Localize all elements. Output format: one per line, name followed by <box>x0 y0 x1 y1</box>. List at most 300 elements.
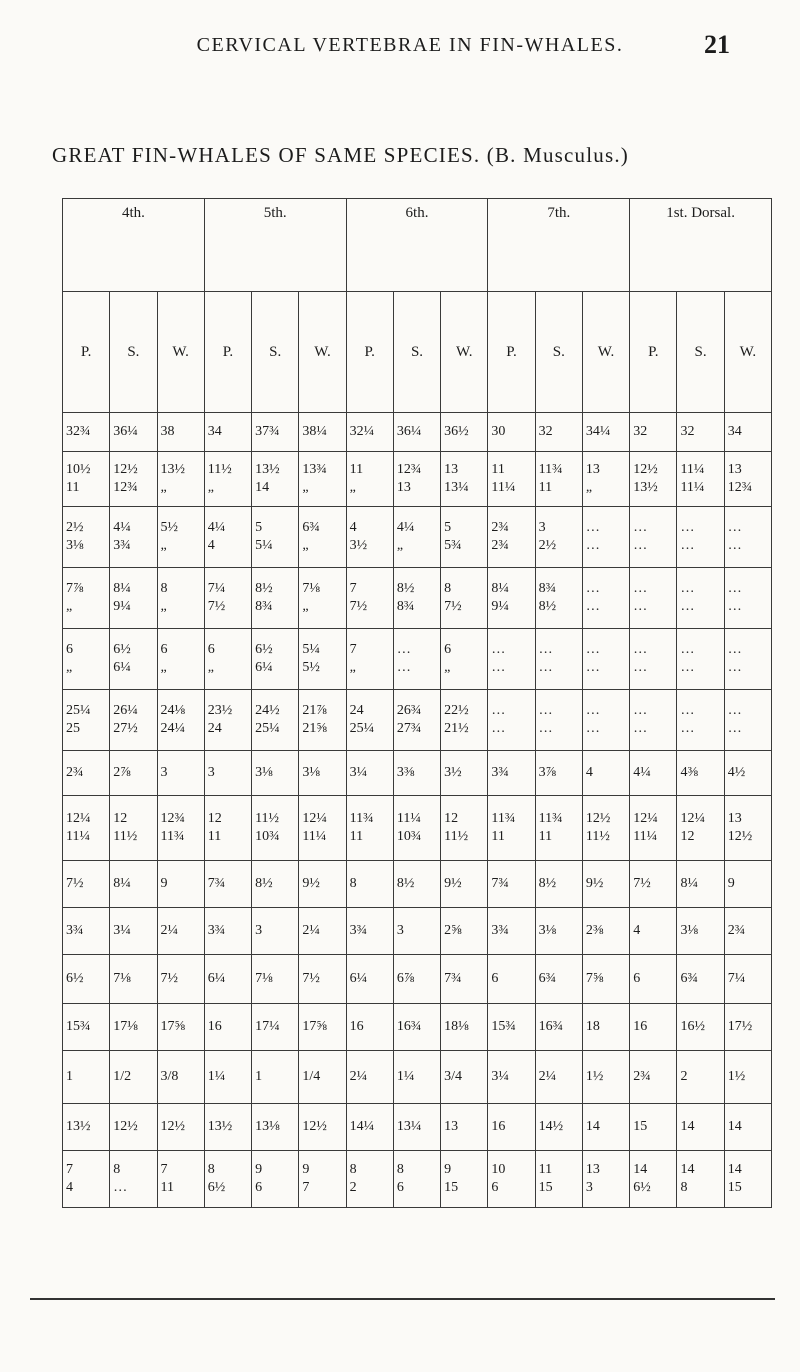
table-cell <box>724 1104 771 1151</box>
cell-value: 6¾ <box>538 971 557 986</box>
cell-value: 4 <box>585 765 593 780</box>
cell-value: 8¾ <box>396 599 415 614</box>
table-cell <box>441 751 488 796</box>
cell-value: 11½ <box>585 829 610 844</box>
cell-value: … <box>113 1180 128 1195</box>
cell-value: 16¾ <box>396 1019 422 1034</box>
cell-value: 3 <box>207 765 215 780</box>
table-cell <box>157 1151 204 1208</box>
cell-value: 11½ <box>207 462 232 477</box>
cell-value: 6 <box>160 642 168 657</box>
cell-value: 9¼ <box>491 599 509 614</box>
table-cell <box>724 1051 771 1104</box>
cell-value: 3¾ <box>491 923 509 938</box>
cell-value: 5¼ <box>302 642 320 657</box>
cell-value: 6 <box>491 1180 499 1195</box>
table-cell <box>204 955 251 1004</box>
cell-value: 12 <box>680 829 695 844</box>
cell-value: 9 <box>444 1162 452 1177</box>
cell-value: 11½ <box>255 811 280 826</box>
cell-value: „ <box>160 538 167 553</box>
table-cell <box>157 796 204 861</box>
table-row <box>63 1004 772 1051</box>
cell-value: 13 <box>727 811 742 826</box>
table-cell <box>441 1104 488 1151</box>
cell-value: 8¾ <box>538 581 557 596</box>
cell-value: 2¾ <box>491 520 509 535</box>
table-cell <box>204 908 251 955</box>
table-cell <box>393 1104 440 1151</box>
cell-value: 32 <box>680 424 695 439</box>
cell-value: 4¼ <box>113 520 131 535</box>
cell-value: 6¾ <box>302 520 320 535</box>
table-cell <box>535 751 582 796</box>
cell-value: 24¼ <box>160 721 186 736</box>
table-cell <box>724 690 771 751</box>
cell-value: „ <box>66 599 73 614</box>
cell-value: 7¾ <box>444 971 462 986</box>
cell-value: 1/4 <box>302 1069 321 1084</box>
table-cell <box>677 796 724 861</box>
table-cell <box>63 452 110 507</box>
cell-value: … <box>538 721 553 736</box>
cell-value: 12½ <box>633 462 658 477</box>
cell-value: 3½ <box>349 538 368 553</box>
table-cell <box>441 861 488 908</box>
cell-value: 2¾ <box>491 538 509 553</box>
table-cell <box>630 861 677 908</box>
cell-value: 10¾ <box>396 829 422 844</box>
subcolumn-header: P. <box>630 292 677 413</box>
table-cell <box>157 629 204 690</box>
table-row <box>63 629 772 690</box>
cell-value: 25¼ <box>66 703 91 718</box>
cell-value: 11¼ <box>491 480 516 495</box>
cell-value: 34 <box>207 424 222 439</box>
cell-value: 7½ <box>160 971 179 986</box>
cell-value: 2⅞ <box>113 765 131 780</box>
cell-value: 3 <box>255 923 263 938</box>
cell-value: 6¼ <box>255 660 273 675</box>
cell-value: … <box>633 660 648 675</box>
table-cell <box>157 507 204 568</box>
table-cell <box>441 568 488 629</box>
cell-value: „ <box>302 599 309 614</box>
cell-value: 14 <box>255 480 270 495</box>
cell-value: 7¼ <box>207 581 226 596</box>
cell-value: … <box>633 721 648 736</box>
cell-value: … <box>538 642 553 657</box>
cell-value: 14 <box>633 1162 648 1177</box>
cell-value: 8¼ <box>491 581 509 596</box>
table-cell <box>110 955 157 1004</box>
cell-value: 8¼ <box>113 876 131 891</box>
cell-value: 6¾ <box>680 971 698 986</box>
table-cell <box>110 908 157 955</box>
table-cell <box>535 690 582 751</box>
table-cell <box>110 452 157 507</box>
table-cell <box>110 413 157 452</box>
subcolumn-header: P. <box>63 292 110 413</box>
table-cell <box>63 690 110 751</box>
cell-value: 12 <box>207 811 222 826</box>
cell-value: 32¼ <box>349 424 375 439</box>
table-cell <box>630 1151 677 1208</box>
cell-value: 7⅛ <box>302 581 320 596</box>
cell-value: 8 <box>680 1180 688 1195</box>
table-cell <box>630 690 677 751</box>
group-header-1st-dorsal: 1st. Dorsal. <box>630 199 772 292</box>
table-row <box>63 908 772 955</box>
cell-value: 8 <box>207 1162 215 1177</box>
group-header-4th: 4th. <box>63 199 205 292</box>
table-cell <box>677 568 724 629</box>
table-cell <box>677 1151 724 1208</box>
table-cell <box>488 1104 535 1151</box>
table-cell <box>299 1004 346 1051</box>
cell-value: 2¾ <box>727 923 746 938</box>
table-cell <box>441 452 488 507</box>
cell-value: 12½ <box>160 1119 186 1134</box>
cell-value: 1 <box>66 1069 73 1084</box>
table-cell <box>535 1104 582 1151</box>
cell-value: … <box>585 538 600 553</box>
table-cell <box>110 1051 157 1104</box>
cell-value: 36¼ <box>396 424 422 439</box>
cell-value: 3¼ <box>113 923 131 938</box>
cell-value: „ <box>349 660 356 675</box>
cell-value: 7 <box>160 1162 168 1177</box>
cell-value: 24⅛ <box>160 703 186 718</box>
cell-value: … <box>396 642 411 657</box>
cell-value: 8 <box>396 1162 404 1177</box>
cell-value: 13½ <box>207 1119 233 1134</box>
cell-value: 13⅛ <box>255 1119 280 1134</box>
table-cell <box>488 413 535 452</box>
cell-value: 16 <box>207 1019 222 1034</box>
cell-value: 11 <box>207 829 222 844</box>
table-cell <box>393 861 440 908</box>
cell-value: „ <box>160 660 167 675</box>
subcolumn-header: W. <box>724 292 771 413</box>
cell-value: 11 <box>491 462 505 477</box>
cell-value: 3¾ <box>66 923 84 938</box>
cell-value: … <box>491 642 506 657</box>
cell-value: … <box>585 581 600 596</box>
table-cell <box>346 568 393 629</box>
cell-value: 9½ <box>302 876 320 891</box>
cell-value: 14 <box>727 1119 742 1134</box>
cell-value: 2⅝ <box>444 923 462 938</box>
table-row <box>63 452 772 507</box>
cell-value: 7⅞ <box>66 581 84 596</box>
cell-value: 11¾ <box>349 811 374 826</box>
cell-value: „ <box>302 480 309 495</box>
table-cell <box>535 796 582 861</box>
table-cell <box>63 955 110 1004</box>
cell-value: … <box>680 703 695 718</box>
table-cell <box>677 690 724 751</box>
cell-value: 13¼ <box>396 1119 422 1134</box>
group-header-row <box>63 199 772 292</box>
cell-value: 12½ <box>113 1119 138 1134</box>
cell-value: 12 <box>444 811 459 826</box>
cell-value: … <box>727 538 742 553</box>
cell-value: 15 <box>727 1180 742 1195</box>
table-cell <box>677 1004 724 1051</box>
table-cell <box>393 1051 440 1104</box>
cell-value: … <box>727 721 742 736</box>
table-row <box>63 751 772 796</box>
table-cell <box>110 568 157 629</box>
cell-value: … <box>633 520 648 535</box>
cell-value: 13 <box>727 462 742 477</box>
cell-value: 3⅞ <box>538 765 557 780</box>
cell-value: 8 <box>349 876 357 891</box>
table-cell <box>157 452 204 507</box>
table-cell <box>582 908 629 955</box>
cell-value: 15 <box>444 1180 459 1195</box>
table-cell <box>677 452 724 507</box>
cell-value: … <box>680 538 695 553</box>
cell-value: 7¾ <box>491 876 509 891</box>
table-cell <box>110 1004 157 1051</box>
cell-value: 11¼ <box>66 829 90 844</box>
table-cell <box>677 861 724 908</box>
table-cell <box>110 690 157 751</box>
table-cell <box>630 568 677 629</box>
cell-value: 3⅛ <box>302 765 320 780</box>
cell-value: 2¼ <box>538 1069 557 1084</box>
cell-value: 6½ <box>207 1180 226 1195</box>
cell-value: 6¼ <box>113 660 131 675</box>
table-cell <box>535 861 582 908</box>
cell-value: … <box>585 520 600 535</box>
cell-value: … <box>396 660 411 675</box>
table-cell <box>252 568 299 629</box>
cell-value: 4¼ <box>207 520 226 535</box>
table-cell <box>630 1104 677 1151</box>
cell-value: 38¼ <box>302 424 327 439</box>
cell-value: 7 <box>66 1162 73 1177</box>
table-cell <box>252 1051 299 1104</box>
cell-value: 22½ <box>444 703 469 718</box>
table-cell <box>535 413 582 452</box>
table-cell <box>724 568 771 629</box>
cell-value: 3¾ <box>113 538 131 553</box>
cell-value: 11¼ <box>633 829 658 844</box>
cell-value: 18⅛ <box>444 1019 469 1034</box>
cell-value: … <box>633 538 648 553</box>
table-cell <box>299 861 346 908</box>
cell-value: 16½ <box>680 1019 705 1034</box>
table-body <box>63 413 772 1208</box>
subcolumn-header: S. <box>393 292 440 413</box>
cell-value: „ <box>207 480 215 495</box>
cell-value: 8½ <box>538 876 557 891</box>
table-cell <box>582 1051 629 1104</box>
table-cell <box>204 1004 251 1051</box>
table-cell <box>204 452 251 507</box>
cell-value: 14 <box>727 1162 742 1177</box>
cell-value: 8½ <box>255 876 273 891</box>
cell-value: 9 <box>255 1162 263 1177</box>
table-cell <box>346 1004 393 1051</box>
table-cell <box>582 1151 629 1208</box>
cell-value: … <box>680 642 695 657</box>
cell-value: … <box>680 520 695 535</box>
cell-value: 12¼ <box>633 811 658 826</box>
cell-value: 4 <box>207 538 215 553</box>
table-cell <box>63 568 110 629</box>
cell-value: 5¾ <box>444 538 462 553</box>
cell-value: 24½ <box>255 703 280 718</box>
table-cell <box>441 1151 488 1208</box>
cell-value: 6 <box>633 971 641 986</box>
measurement-table-wrapper <box>62 198 772 1208</box>
cell-value: 13¼ <box>444 480 469 495</box>
cell-value: 3⅛ <box>538 923 557 938</box>
cell-value: 30 <box>491 424 506 439</box>
table-cell <box>724 452 771 507</box>
cell-value: 10¾ <box>255 829 280 844</box>
cell-value: 3¾ <box>207 923 226 938</box>
cell-value: 2 <box>349 1180 357 1195</box>
cell-value: 6½ <box>113 642 131 657</box>
cell-value: 34¼ <box>585 424 611 439</box>
cell-value: 1/2 <box>113 1069 132 1084</box>
cell-value: 13 <box>585 1162 600 1177</box>
table-cell <box>204 690 251 751</box>
table-cell <box>630 955 677 1004</box>
subcolumn-header: S. <box>535 292 582 413</box>
cell-value: 11 <box>349 462 364 477</box>
cell-value: 8½ <box>396 581 415 596</box>
cell-value: 1½ <box>585 1069 604 1084</box>
cell-value: 3½ <box>444 765 462 780</box>
cell-value: 6½ <box>66 971 84 986</box>
subcolumn-header: W. <box>582 292 629 413</box>
cell-value: … <box>680 581 695 596</box>
table-cell <box>346 452 393 507</box>
table-cell <box>63 507 110 568</box>
table-cell <box>488 1051 535 1104</box>
cell-value: 11¾ <box>491 811 516 826</box>
cell-value: … <box>633 599 648 614</box>
cell-value: 11 <box>538 480 553 495</box>
table-cell <box>346 629 393 690</box>
cell-value: 17⅝ <box>302 1019 327 1034</box>
cell-value: „ <box>160 599 167 614</box>
table-cell <box>441 796 488 861</box>
cell-value: 2½ <box>66 520 84 535</box>
cell-value: 27½ <box>113 721 138 736</box>
cell-value: 3 <box>396 923 404 938</box>
table-cell <box>110 507 157 568</box>
table-cell <box>204 1104 251 1151</box>
cell-value: 37¾ <box>255 424 280 439</box>
cell-value: 23½ <box>207 703 233 718</box>
table-row <box>63 690 772 751</box>
cell-value: 36¼ <box>113 424 138 439</box>
table-cell <box>204 861 251 908</box>
cell-value: 6 <box>207 642 215 657</box>
table-cell <box>441 507 488 568</box>
table-cell <box>441 1004 488 1051</box>
table-cell <box>110 861 157 908</box>
cell-value: 1½ <box>727 1069 746 1084</box>
table-cell <box>488 955 535 1004</box>
cell-value: 6 <box>491 971 499 986</box>
table-cell <box>393 908 440 955</box>
table-cell <box>204 1051 251 1104</box>
cell-value: 4½ <box>727 765 746 780</box>
cell-value: 12¼ <box>680 811 705 826</box>
table-cell <box>157 1104 204 1151</box>
table-cell <box>582 861 629 908</box>
table-cell <box>488 452 535 507</box>
table-title: GREAT FIN-WHALES OF SAME SPECIES. (B. Musculus.) <box>52 143 630 167</box>
table-cell <box>63 796 110 861</box>
cell-value: 9 <box>302 1162 310 1177</box>
table-cell <box>488 751 535 796</box>
cell-value: 7½ <box>302 971 320 986</box>
cell-value: 6 <box>255 1180 263 1195</box>
table-cell <box>393 452 440 507</box>
table-cell <box>535 507 582 568</box>
table-cell <box>677 629 724 690</box>
table-cell <box>252 690 299 751</box>
table-cell <box>488 1004 535 1051</box>
table-cell <box>393 568 440 629</box>
table-cell <box>677 413 724 452</box>
cell-value: 9 <box>160 876 168 891</box>
group-header-6th: 6th. <box>346 199 488 292</box>
cell-value: … <box>538 703 553 718</box>
cell-value: 3¾ <box>349 923 368 938</box>
table-cell <box>204 629 251 690</box>
cell-value: 26¾ <box>396 703 422 718</box>
table-cell <box>110 1104 157 1151</box>
table-cell <box>252 629 299 690</box>
table-cell <box>488 796 535 861</box>
table-cell <box>157 413 204 452</box>
cell-value: 7 <box>302 1180 310 1195</box>
cell-value: 25¼ <box>349 721 375 736</box>
cell-value: 11¾ <box>160 829 185 844</box>
table-cell <box>582 568 629 629</box>
cell-value: 12 <box>113 811 128 826</box>
cell-value: 24 <box>349 703 364 718</box>
cell-value: 1¼ <box>207 1069 226 1084</box>
cell-value: 17¼ <box>255 1019 280 1034</box>
table-cell <box>346 690 393 751</box>
table-cell <box>110 796 157 861</box>
cell-value: 4⅜ <box>680 765 698 780</box>
table-cell <box>299 796 346 861</box>
cell-value: „ <box>585 480 593 495</box>
cell-value: 6 <box>444 642 452 657</box>
cell-value: 11 <box>349 829 364 844</box>
cell-value: … <box>491 703 506 718</box>
table-cell <box>393 690 440 751</box>
table-cell <box>724 1151 771 1208</box>
cell-value: 8 <box>444 581 452 596</box>
cell-value: 8¾ <box>255 599 273 614</box>
cell-value: 12½ <box>585 811 611 826</box>
table-cell <box>393 751 440 796</box>
table-cell <box>252 1151 299 1208</box>
